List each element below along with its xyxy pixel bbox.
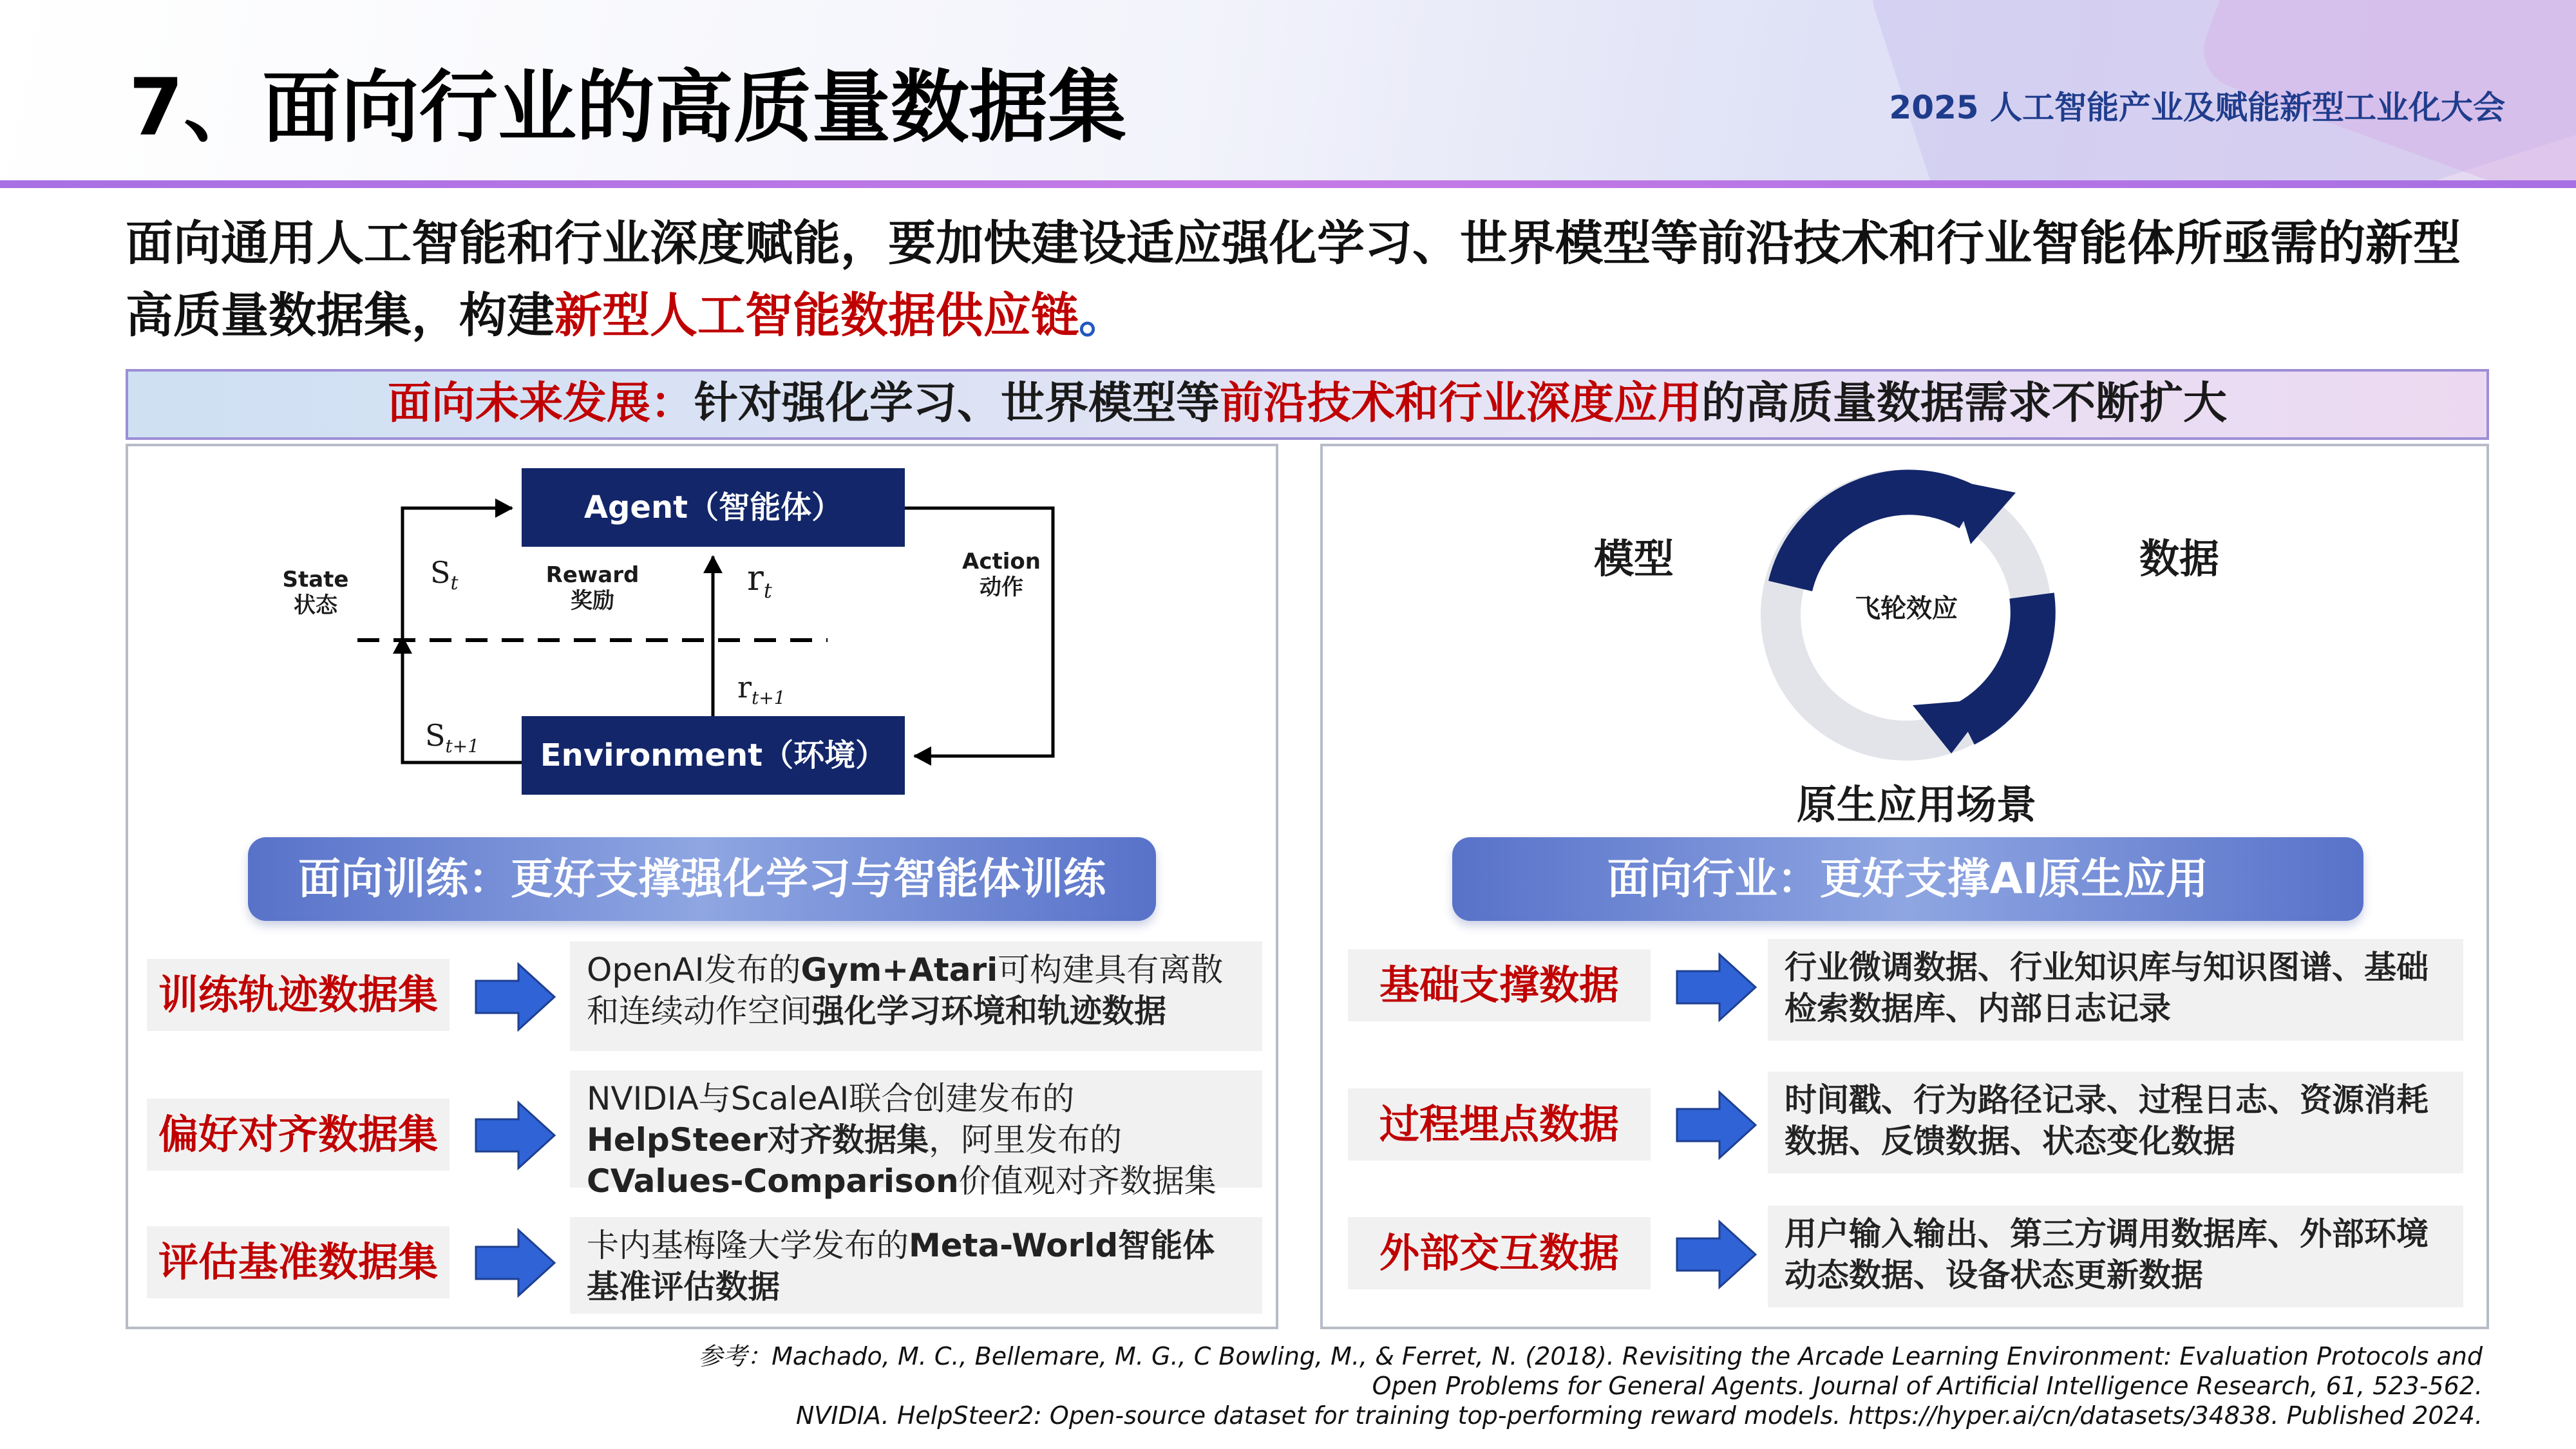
intro-part: 面向通用人工智能和行业深度赋能，要加快建设适应强化学习、世界模型等前沿技术和行业智能体所亟需的新型高质量数据集，构建 (126, 216, 2461, 343)
right-arrow-icon (1674, 952, 1758, 1023)
flywheel-arc (1790, 492, 1971, 586)
state-t-sub: t (450, 572, 459, 595)
action-loop-line (905, 508, 1053, 756)
data-description: 用户输入输出、第三方调用数据库、外部环境动态数据、设备状态更新数据 (1768, 1206, 2463, 1307)
banner-part: 的高质量数据需求不断扩大 (1701, 378, 2228, 429)
right-arrow-icon (473, 1100, 557, 1171)
right-arrow-icon (473, 1227, 557, 1298)
right-arrow-icon (473, 961, 557, 1032)
category-label: 基础支撑数据 (1348, 949, 1651, 1021)
data-description: 行业微调数据、行业知识库与知识图谱、基础检索数据库、内部日志记录 (1768, 939, 2463, 1041)
flywheel-scenario-label: 原生应用场景 (1797, 781, 2037, 828)
banner-lead: 面向未来发展： (387, 378, 694, 429)
dataset-description (570, 1217, 1262, 1314)
agent-node: Agent（智能体） (522, 468, 905, 547)
state-label-zh: 状态 (294, 592, 337, 618)
intro-text (126, 207, 2470, 352)
desc-text: ，阿里发布的 (929, 1121, 1122, 1159)
category-label: 过程埋点数据 (1348, 1088, 1651, 1160)
conference-name: 2025 人工智能产业及赋能新型工业化大会 (1889, 89, 2505, 126)
category-label: 训练轨迹数据集 (147, 959, 450, 1031)
reference-line: 参考：Machado, M. C., Bellemare, M. G., C Bowling, M., & Ferret, N. (2018). Revisiting the Arcade Learning Environment: Evaluation Protocols and (698, 1342, 2483, 1370)
desc-text: 可构建具有离散和连续动作空间 (587, 951, 1224, 1030)
flywheel-data-label: 数据 (2139, 535, 2220, 582)
banner-highlight: 前沿技术和行业深度应用 (1220, 378, 1702, 429)
state-t1-sub: t+1 (445, 735, 480, 757)
reward-t1-base: r (737, 670, 752, 705)
intro-end: 。 (1079, 288, 1126, 343)
banner-part: 针对强化学习、世界模型等 (694, 378, 1220, 429)
reward-t-base: r (747, 558, 764, 598)
desc-bold: CValues-Comparison (587, 1162, 959, 1200)
desc-bold: Meta-World智能体基准评估数据 (587, 1227, 1215, 1305)
state-t-symbol (430, 555, 459, 594)
reference-line: Open Problems for General Agents. Journal of Artificial Intelligence Research, 61, 523-562. (1372, 1372, 2483, 1400)
action-label-en: Action (962, 549, 1041, 574)
right-arrow-icon (1674, 1219, 1758, 1290)
desc-text: 卡内基梅隆大学发布的 (587, 1227, 909, 1264)
desc-text: 价值观对齐数据集 (958, 1162, 1217, 1200)
header-divider (0, 180, 2576, 188)
reference-line: NVIDIA. HelpSteer2: Open-source dataset for training top-performing reward models. https://hyper.ai/cn/datasets/34838. Published 2024. (795, 1401, 2483, 1430)
banner (126, 369, 2489, 440)
category-label: 偏好对齐数据集 (147, 1099, 450, 1171)
state-t1-symbol (425, 718, 479, 757)
reward-t1-symbol (737, 670, 786, 708)
reward-label (541, 562, 644, 614)
reward-label-zh: 奖励 (571, 588, 614, 614)
reward-label-en: Reward (545, 562, 639, 588)
desc-bold: HelpSteer对齐数据集 (587, 1121, 929, 1159)
category-label: 外部交互数据 (1348, 1217, 1651, 1289)
state-t1-base: S (425, 718, 446, 753)
reward-t-symbol (747, 558, 772, 603)
data-description: 时间戳、行为路径记录、过程日志、资源消耗数据、反馈数据、状态变化数据 (1768, 1072, 2463, 1173)
state-label-en: State (282, 567, 349, 592)
category-label: 评估基准数据集 (147, 1226, 450, 1298)
desc-bold: Gym+Atari (800, 951, 998, 989)
state-t-base: S (430, 555, 451, 590)
industry-pill: 面向行业：更好支撑AI原生应用 (1452, 837, 2363, 921)
environment-node: Environment（环境） (522, 716, 905, 795)
references (644, 1341, 2483, 1430)
action-label-zh: 动作 (980, 574, 1023, 600)
dataset-description (570, 1070, 1262, 1200)
flywheel-model-label: 模型 (1594, 535, 1674, 582)
reward-t1-sub: t+1 (752, 687, 786, 709)
intro-highlight: 新型人工智能数据供应链 (554, 288, 1079, 343)
state-label (270, 567, 361, 618)
training-pill: 面向训练：更好支撑强化学习与智能体训练 (248, 837, 1156, 921)
desc-bold: 强化学习环境和轨迹数据 (812, 992, 1166, 1030)
desc-text: OpenAI发布的 (587, 951, 801, 989)
desc-text: NVIDIA与ScaleAI联合创建发布的 (587, 1080, 1075, 1117)
reward-t-sub: t (763, 578, 772, 603)
right-arrow-icon (1674, 1090, 1758, 1160)
action-label (953, 549, 1050, 600)
flywheel-center: 飞轮效应 (1855, 594, 1958, 623)
page-title: 7、面向行业的高质量数据集 (129, 62, 1126, 153)
dataset-description (570, 942, 1262, 1051)
